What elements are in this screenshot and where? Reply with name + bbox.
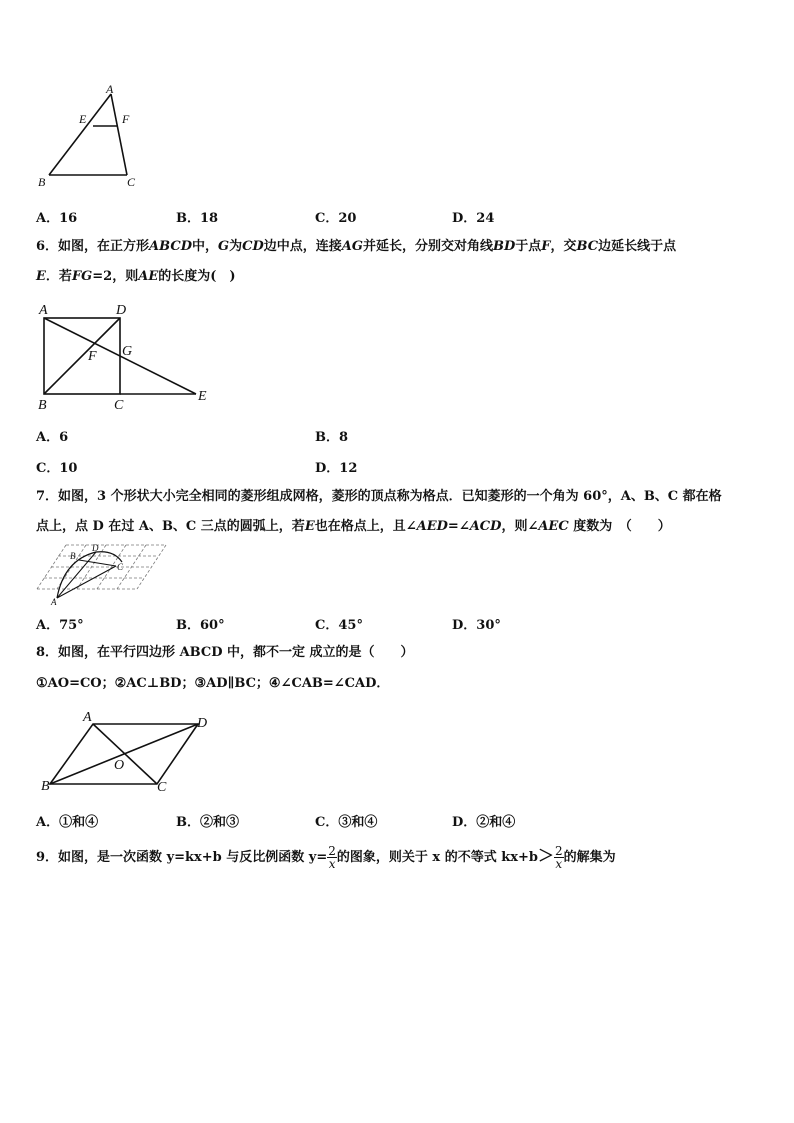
q6-label-d: D — [116, 303, 127, 318]
q5-label-b: B — [38, 175, 46, 189]
q6-label-f: F — [88, 349, 97, 364]
q7-option-c: C．45° — [315, 618, 363, 633]
q7-text: =∠ — [447, 519, 470, 534]
q6-text: 的长度为( ) — [158, 269, 236, 284]
q5-option-c: C．20 — [315, 211, 357, 226]
q6-fg: FG — [71, 269, 93, 284]
q8-label-d: D — [197, 716, 208, 731]
q6-text: 边中点，连接 — [263, 239, 342, 254]
q5-label-e: E — [79, 112, 87, 126]
q8-option-d: D．②和④ — [452, 815, 516, 830]
q6-g: G — [218, 239, 230, 254]
q7-aec: AEC — [538, 519, 569, 534]
q6-option-a: A．6 — [36, 430, 69, 445]
q6-text: 边延长线于点 — [598, 239, 677, 254]
q7-option-b: B．60° — [176, 618, 225, 633]
q9-stem — [36, 838, 616, 876]
q6-label-a: A — [39, 303, 48, 318]
q6-bc: BC — [576, 239, 599, 254]
q6-option-c: C．10 — [36, 461, 78, 476]
q7-e: E — [304, 519, 315, 534]
q6-text: ，交 — [550, 239, 577, 254]
q6-f: F — [541, 239, 551, 254]
q9-denominator: x — [555, 857, 563, 871]
q6-label-g: G — [122, 344, 133, 359]
q6-label-b: B — [38, 398, 47, 413]
q9-text: 的图象，则关于 x 的不等式 kx+b — [336, 850, 538, 865]
q9-fraction-2 — [554, 845, 564, 870]
q5-option-d: D．24 — [452, 211, 495, 226]
q7-stem-line2 — [36, 518, 671, 536]
q5-option-b: B．18 — [176, 211, 219, 226]
q6-bd: BD — [492, 239, 516, 254]
q9-text: 的解集为 — [563, 850, 616, 865]
q7-text: 点上，点 D 在过 A、B、C 三点的圆弧上，若 — [36, 519, 305, 534]
q7-text: 也在格点上，且∠ — [314, 519, 417, 534]
q7-label-a: A — [51, 597, 57, 606]
q6-text: 并延长，分别交对角线 — [362, 239, 493, 254]
q8-label-o: O — [114, 758, 125, 773]
q7-label-b: B — [70, 551, 76, 561]
q6-ae: AE — [138, 269, 159, 284]
q6-abcd: ABCD — [149, 239, 192, 254]
q8-option-c: C．③和④ — [315, 815, 378, 830]
q7-label-d: D — [92, 543, 99, 553]
q6-label-c: C — [114, 398, 124, 413]
q6-text: 中， — [191, 239, 218, 254]
q6-stem-line2 — [36, 268, 236, 286]
q7-acd: ACD — [469, 519, 502, 534]
q7-stem-line1: 7．如图，3 个形状大小完全相同的菱形组成网格，菱形的顶点称为格点．已知菱形的一个角为 60°，A、B、C 都在格 — [36, 489, 722, 504]
q8-stem-line1: 8．如图，在平行四边形 ABCD 中，都不一定 成立的是（ ） — [36, 645, 414, 660]
q9-fraction-1 — [327, 845, 337, 870]
q7-text: ，则∠ — [501, 519, 539, 534]
q7-rhombus-grid-figure — [34, 540, 174, 606]
q5-label-f: F — [122, 112, 130, 126]
q6-text: ．若 — [45, 269, 72, 284]
q9-numerator: 2 — [328, 844, 336, 858]
q9-denominator: x — [328, 857, 336, 871]
q5-label-c: C — [127, 175, 136, 189]
q5-triangle-figure — [30, 82, 150, 194]
q6-option-d: D．12 — [315, 461, 358, 476]
q6-label-e: E — [198, 389, 207, 404]
q6-text: 为 — [229, 239, 243, 254]
q5-option-a: A．16 — [36, 211, 78, 226]
q9-text: 9．如图，是一次函数 y=kx+b 与反比例函数 y= — [36, 850, 328, 865]
q8-label-b: B — [41, 779, 50, 794]
q8-option-a: A．①和④ — [36, 815, 99, 830]
q6-text: 6．如图，在正方形 — [36, 239, 150, 254]
q6-e: E — [36, 269, 46, 284]
q7-label-c: C — [117, 562, 124, 572]
q9-numerator: 2 — [555, 844, 563, 858]
q6-text: 于点 — [515, 239, 542, 254]
q8-stem-line2: ①AO=CO；②AC⊥BD；③AD∥BC；④∠CAB=∠CAD． — [36, 676, 390, 691]
q6-square-figure — [30, 298, 215, 413]
q9-gt: ＞ — [537, 846, 554, 865]
q6-ag: AG — [341, 239, 363, 254]
q6-text: =2，则 — [92, 269, 139, 284]
q7-option-a: A．75° — [36, 618, 84, 633]
q6-stem-line1 — [36, 238, 676, 256]
q5-label-a: A — [106, 82, 114, 96]
q8-label-a: A — [83, 710, 92, 725]
q8-option-b: B．②和③ — [176, 815, 239, 830]
q6-option-b: B．8 — [315, 430, 349, 445]
q6-cd: CD — [242, 239, 264, 254]
q7-text: 度数为 （ ） — [568, 519, 671, 534]
q8-label-c: C — [157, 780, 167, 795]
q7-aed: AED — [416, 519, 448, 534]
q7-option-d: D．30° — [452, 618, 501, 633]
q8-parallelogram-figure — [36, 708, 216, 796]
